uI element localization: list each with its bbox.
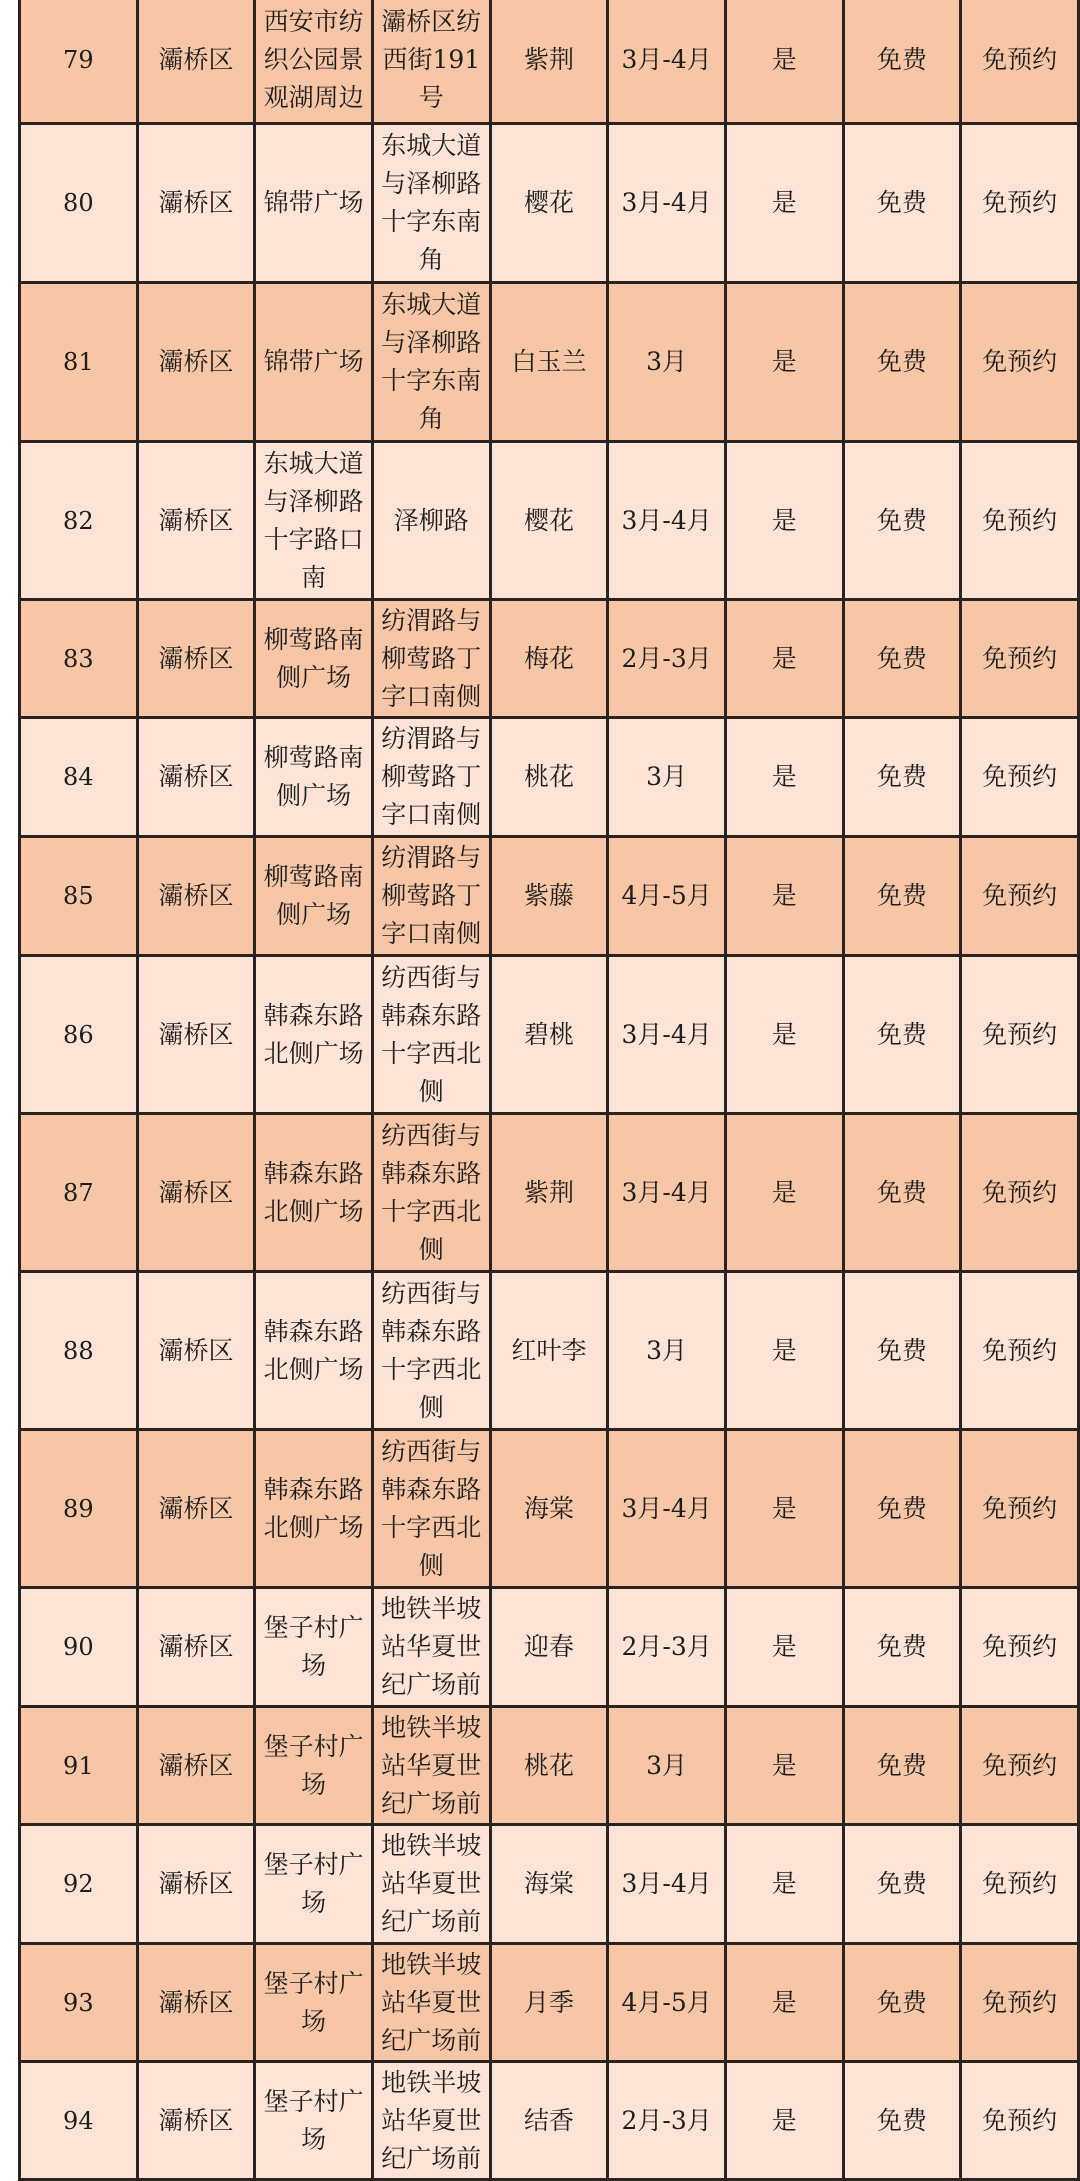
cell-number: 79: [20, 0, 138, 124]
cell-fee: 免费: [843, 1430, 961, 1588]
table-row: [20, 1588, 1079, 1707]
cell-number: 92: [20, 1825, 138, 1944]
cell-park: 堡子村广场: [255, 2062, 373, 2180]
cell-period: 3月: [608, 283, 726, 442]
cell-flower: 海棠: [490, 1825, 608, 1944]
cell-flower: 海棠: [490, 1430, 608, 1588]
cell-booking: 免预约: [961, 0, 1079, 124]
cell-booking: 免预约: [961, 1825, 1079, 1944]
table-row: [20, 283, 1079, 442]
cell-period: 2月-3月: [608, 600, 726, 718]
cell-period: 3月: [608, 1707, 726, 1825]
cell-booking: 免预约: [961, 2062, 1079, 2180]
cell-period: 3月: [608, 1272, 726, 1430]
cell-flower: 紫荆: [490, 0, 608, 124]
table-row: [20, 956, 1079, 1114]
cell-open: 是: [725, 283, 843, 442]
cell-park: 东城大道与泽柳路十字路口南: [255, 442, 373, 600]
cell-number: 91: [20, 1707, 138, 1825]
cell-open: 是: [725, 442, 843, 600]
cell-booking: 免预约: [961, 956, 1079, 1114]
cell-district: 灞桥区: [137, 956, 255, 1114]
cell-park: 锦带广场: [255, 283, 373, 442]
cell-park: 堡子村广场: [255, 1944, 373, 2062]
cell-park: 堡子村广场: [255, 1588, 373, 1707]
cell-fee: 免费: [843, 124, 961, 283]
cell-park: 韩森东路北侧广场: [255, 1430, 373, 1588]
cell-open: 是: [725, 1588, 843, 1707]
cell-open: 是: [725, 837, 843, 956]
cell-flower: 迎春: [490, 1588, 608, 1707]
cell-period: 3月-4月: [608, 956, 726, 1114]
table-row: [20, 1944, 1079, 2062]
cell-booking: 免预约: [961, 1272, 1079, 1430]
cell-fee: 免费: [843, 718, 961, 837]
cell-flower: 碧桃: [490, 956, 608, 1114]
cell-address: 纺西街与韩森东路十字西北侧: [372, 1430, 490, 1588]
cell-period: 2月-3月: [608, 2062, 726, 2180]
cell-open: 是: [725, 1707, 843, 1825]
cell-period: 3月-4月: [608, 442, 726, 600]
cell-period: 4月-5月: [608, 837, 726, 956]
cell-open: 是: [725, 956, 843, 1114]
cell-fee: 免费: [843, 600, 961, 718]
cell-booking: 免预约: [961, 718, 1079, 837]
cell-number: 86: [20, 956, 138, 1114]
cell-park: 堡子村广场: [255, 1825, 373, 1944]
cell-number: 90: [20, 1588, 138, 1707]
cell-address: 纺西街与韩森东路十字西北侧: [372, 956, 490, 1114]
cell-open: 是: [725, 1272, 843, 1430]
table-row: [20, 124, 1079, 283]
cell-address: 地铁半坡站华夏世纪广场前: [372, 1944, 490, 2062]
cell-flower: 结香: [490, 2062, 608, 2180]
cell-flower: 白玉兰: [490, 283, 608, 442]
cell-booking: 免预约: [961, 1114, 1079, 1272]
cell-address: 纺渭路与柳莺路丁字口南侧: [372, 718, 490, 837]
cell-number: 80: [20, 124, 138, 283]
cell-booking: 免预约: [961, 283, 1079, 442]
cell-park: 柳莺路南侧广场: [255, 837, 373, 956]
cell-open: 是: [725, 1825, 843, 1944]
cell-address: 地铁半坡站华夏世纪广场前: [372, 1825, 490, 1944]
cell-fee: 免费: [843, 1114, 961, 1272]
cell-address: 纺渭路与柳莺路丁字口南侧: [372, 837, 490, 956]
cell-period: 3月-4月: [608, 124, 726, 283]
table-row: [20, 837, 1079, 956]
cell-district: 灞桥区: [137, 0, 255, 124]
cell-address: 地铁半坡站华夏世纪广场前: [372, 1707, 490, 1825]
cell-number: 93: [20, 1944, 138, 2062]
cell-number: 81: [20, 283, 138, 442]
cell-number: 89: [20, 1430, 138, 1588]
cell-fee: 免费: [843, 956, 961, 1114]
cell-period: 3月: [608, 718, 726, 837]
cell-number: 94: [20, 2062, 138, 2180]
cell-district: 灞桥区: [137, 1272, 255, 1430]
cell-park: 堡子村广场: [255, 1707, 373, 1825]
cell-open: 是: [725, 1944, 843, 2062]
cell-district: 灞桥区: [137, 837, 255, 956]
cell-fee: 免费: [843, 283, 961, 442]
cell-flower: 樱花: [490, 442, 608, 600]
cell-period: 3月-4月: [608, 1114, 726, 1272]
cell-number: 84: [20, 718, 138, 837]
cell-booking: 免预约: [961, 1944, 1079, 2062]
cell-fee: 免费: [843, 2062, 961, 2180]
cell-address: 纺渭路与柳莺路丁字口南侧: [372, 600, 490, 718]
cell-park: 柳莺路南侧广场: [255, 600, 373, 718]
table-row: [20, 1114, 1079, 1272]
cell-period: 3月-4月: [608, 1430, 726, 1588]
cell-address: 灞桥区纺西街191号: [372, 0, 490, 124]
cell-district: 灞桥区: [137, 718, 255, 837]
cell-district: 灞桥区: [137, 1707, 255, 1825]
cell-booking: 免预约: [961, 442, 1079, 600]
cell-booking: 免预约: [961, 1588, 1079, 1707]
cell-district: 灞桥区: [137, 600, 255, 718]
cell-fee: 免费: [843, 0, 961, 124]
table-body: [20, 0, 1079, 2180]
cell-park: 锦带广场: [255, 124, 373, 283]
cell-fee: 免费: [843, 837, 961, 956]
cell-flower: 红叶李: [490, 1272, 608, 1430]
cell-flower: 紫荆: [490, 1114, 608, 1272]
cell-district: 灞桥区: [137, 124, 255, 283]
cell-booking: 免预约: [961, 1430, 1079, 1588]
cell-booking: 免预约: [961, 124, 1079, 283]
cell-flower: 梅花: [490, 600, 608, 718]
cell-district: 灞桥区: [137, 2062, 255, 2180]
cell-open: 是: [725, 600, 843, 718]
cell-address: 东城大道与泽柳路十字东南角: [372, 283, 490, 442]
table-row: [20, 1825, 1079, 1944]
cell-address: 东城大道与泽柳路十字东南角: [372, 124, 490, 283]
cell-booking: 免预约: [961, 1707, 1079, 1825]
cell-open: 是: [725, 1114, 843, 1272]
cell-open: 是: [725, 1430, 843, 1588]
cell-flower: 桃花: [490, 1707, 608, 1825]
cell-number: 85: [20, 837, 138, 956]
cell-open: 是: [725, 124, 843, 283]
cell-number: 87: [20, 1114, 138, 1272]
table-row: [20, 442, 1079, 600]
cell-district: 灞桥区: [137, 1825, 255, 1944]
cell-district: 灞桥区: [137, 1588, 255, 1707]
table-row: [20, 718, 1079, 837]
cell-fee: 免费: [843, 1944, 961, 2062]
table-row: [20, 1430, 1079, 1588]
cell-number: 83: [20, 600, 138, 718]
cell-park: 西安市纺织公园景观湖周边: [255, 0, 373, 124]
cell-flower: 月季: [490, 1944, 608, 2062]
cell-flower: 桃花: [490, 718, 608, 837]
cell-period: 3月-4月: [608, 0, 726, 124]
cell-fee: 免费: [843, 1707, 961, 1825]
cell-fee: 免费: [843, 1272, 961, 1430]
cell-number: 82: [20, 442, 138, 600]
cell-address: 纺西街与韩森东路十字西北侧: [372, 1272, 490, 1430]
table-row: [20, 1272, 1079, 1430]
table-row: [20, 1707, 1079, 1825]
cell-flower: 樱花: [490, 124, 608, 283]
cell-fee: 免费: [843, 1588, 961, 1707]
cell-booking: 免预约: [961, 600, 1079, 718]
cell-period: 3月-4月: [608, 1825, 726, 1944]
cell-district: 灞桥区: [137, 1430, 255, 1588]
cell-address: 泽柳路: [372, 442, 490, 600]
cell-flower: 紫藤: [490, 837, 608, 956]
cell-park: 韩森东路北侧广场: [255, 1114, 373, 1272]
cell-open: 是: [725, 0, 843, 124]
cell-fee: 免费: [843, 1825, 961, 1944]
cell-booking: 免预约: [961, 837, 1079, 956]
cell-open: 是: [725, 718, 843, 837]
cell-park: 韩森东路北侧广场: [255, 956, 373, 1114]
cell-number: 88: [20, 1272, 138, 1430]
cell-district: 灞桥区: [137, 1944, 255, 2062]
cell-address: 地铁半坡站华夏世纪广场前: [372, 1588, 490, 1707]
flower-viewing-table: [18, 0, 1080, 2181]
cell-open: 是: [725, 2062, 843, 2180]
cell-period: 4月-5月: [608, 1944, 726, 2062]
cell-district: 灞桥区: [137, 442, 255, 600]
cell-fee: 免费: [843, 442, 961, 600]
cell-district: 灞桥区: [137, 1114, 255, 1272]
cell-park: 韩森东路北侧广场: [255, 1272, 373, 1430]
cell-address: 地铁半坡站华夏世纪广场前: [372, 2062, 490, 2180]
cell-address: 纺西街与韩森东路十字西北侧: [372, 1114, 490, 1272]
cell-park: 柳莺路南侧广场: [255, 718, 373, 837]
table-row: [20, 0, 1079, 124]
cell-period: 2月-3月: [608, 1588, 726, 1707]
table-row: [20, 600, 1079, 718]
cell-district: 灞桥区: [137, 283, 255, 442]
